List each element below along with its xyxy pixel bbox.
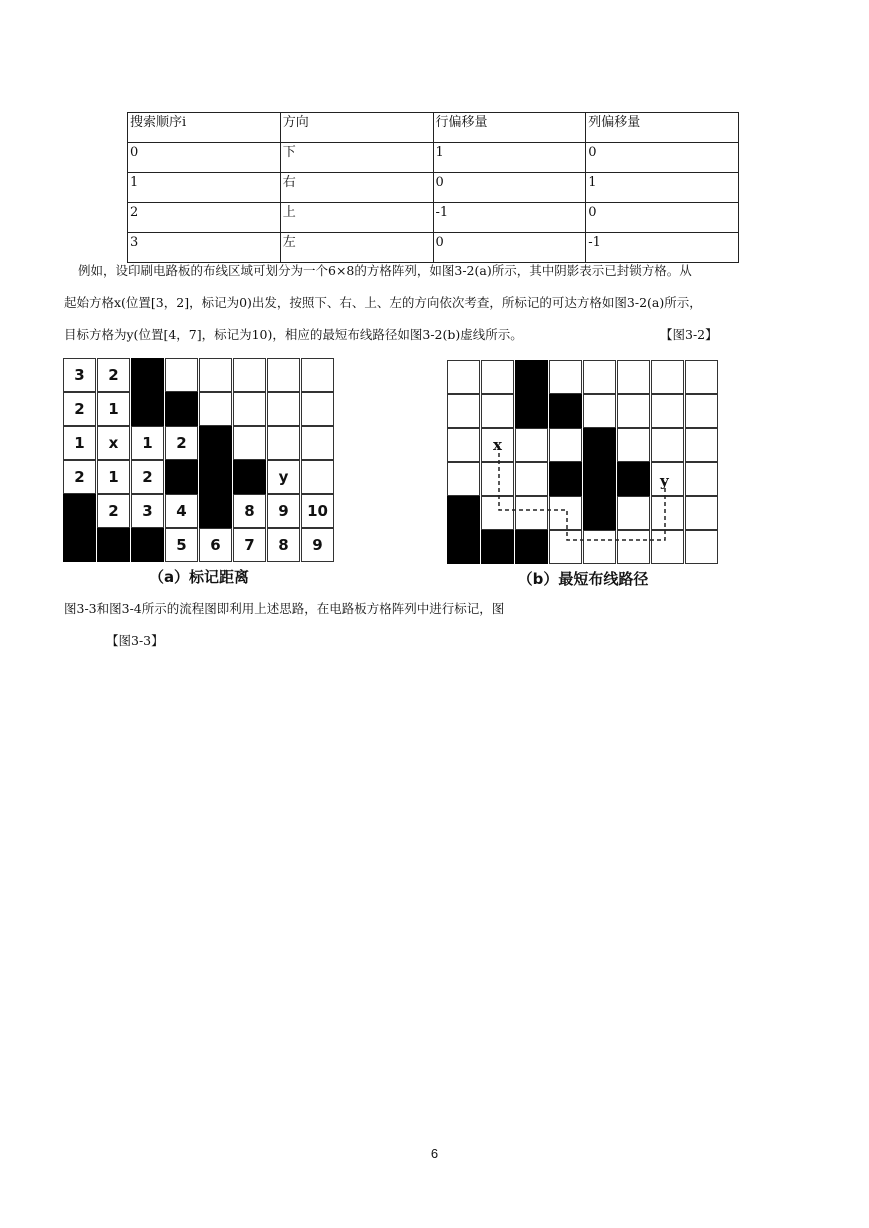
grid-cell: 1 (63, 426, 96, 460)
grid-cell (165, 460, 198, 494)
grid-cell (63, 528, 96, 562)
grid-cell (301, 460, 334, 494)
grid-cell: 7 (233, 528, 266, 562)
grid-cell: 2 (63, 460, 96, 494)
grid-cell: 8 (233, 494, 266, 528)
table-header-cell: 搜索顺序i (128, 113, 281, 143)
table-cell: -1 (433, 203, 586, 233)
table-row (128, 143, 739, 173)
table-row (128, 203, 739, 233)
grid-cell: 3 (131, 494, 164, 528)
grid-cell: 1 (131, 426, 164, 460)
table-cell: 3 (128, 233, 281, 263)
grid-cell (267, 426, 300, 460)
grid-cell (97, 528, 130, 562)
direction-table (127, 112, 739, 263)
grid-cell: 3 (63, 358, 96, 392)
table-cell: 左 (280, 233, 433, 263)
figure-b-caption: （b）最短布线路径 (517, 570, 649, 588)
grid-cell (233, 358, 266, 392)
grid-cell (267, 358, 300, 392)
grid-cell: 5 (165, 528, 198, 562)
grid-cell (131, 358, 164, 392)
grid-cell (131, 392, 164, 426)
shortest-path-dashed-line (499, 446, 665, 540)
table-cell: 2 (128, 203, 281, 233)
grid-cell (63, 494, 96, 528)
paragraph-line-2: 起始方格x(位置[3，2]，标记为0)出发，按照下、右、上、左的方向依次考查，所标记的可达方格如图3-2(a)所示， (64, 295, 702, 310)
grid-cell (131, 528, 164, 562)
table-cell: 0 (128, 143, 281, 173)
table-cell: 上 (280, 203, 433, 233)
figure-ref-3-3: 【图3-3】 (106, 633, 164, 648)
grid-cell (199, 494, 232, 528)
table-header-cell: 方向 (280, 113, 433, 143)
grid-cell (199, 392, 232, 426)
table-cell: 1 (433, 143, 586, 173)
grid-cell: 4 (165, 494, 198, 528)
grid-cell: 2 (97, 358, 130, 392)
paragraph2-line-1: 图3-3和图3-4所示的流程图即利用上述思路，在电路板方格阵列中进行标记，图 (64, 601, 505, 616)
figure-b-start-label: x (493, 436, 502, 454)
figure-ref-3-2: 【图3-2】 (660, 327, 718, 342)
table-cell: 0 (586, 203, 739, 233)
table-cell: 1 (586, 173, 739, 203)
table-row (128, 173, 739, 203)
table-header-cell: 列偏移量 (586, 113, 739, 143)
table-header-row (128, 113, 739, 143)
table-cell: 0 (433, 173, 586, 203)
table-cell: 右 (280, 173, 433, 203)
grid-cell: 10 (301, 494, 334, 528)
grid-cell (233, 426, 266, 460)
figure-a-caption: （a）标记距离 (148, 568, 250, 586)
table-cell: 1 (128, 173, 281, 203)
grid-cell (301, 392, 334, 426)
table-cell: 0 (433, 233, 586, 263)
grid-cell: 8 (267, 528, 300, 562)
grid-cell: 1 (97, 460, 130, 494)
page-number: 6 (430, 1146, 439, 1161)
paragraph-line-3: 目标方格为y(位置[4，7]，标记为10)，相应的最短布线路径如图3-2(b)虚线所示。 (64, 327, 523, 342)
grid-cell: 6 (199, 528, 232, 562)
grid-cell: 9 (301, 528, 334, 562)
table-cell: 0 (586, 143, 739, 173)
figure-b-target-label: y (660, 472, 669, 490)
grid-cell (233, 460, 266, 494)
grid-cell (165, 358, 198, 392)
grid-cell (199, 460, 232, 494)
grid-cell: 2 (131, 460, 164, 494)
table-cell: 下 (280, 143, 433, 173)
grid-cell (199, 426, 232, 460)
grid-cell (301, 426, 334, 460)
shortest-path-overlay (447, 360, 719, 570)
paragraph-line-1: 例如，设印刷电路板的布线区域可划分为一个6×8的方格阵列，如图3-2(a)所示，其中阴影表示已封锁方格。从 (78, 263, 692, 278)
grid-cell: y (267, 460, 300, 494)
grid-cell: 2 (97, 494, 130, 528)
grid-cell (233, 392, 266, 426)
grid-cell: 2 (63, 392, 96, 426)
grid-cell: 2 (165, 426, 198, 460)
grid-cell: 9 (267, 494, 300, 528)
grid-cell: 1 (97, 392, 130, 426)
table-cell: -1 (586, 233, 739, 263)
grid-cell (165, 392, 198, 426)
grid-cell (267, 392, 300, 426)
grid-cell: x (97, 426, 130, 460)
grid-cell (301, 358, 334, 392)
grid-cell (199, 358, 232, 392)
table-header-cell: 行偏移量 (433, 113, 586, 143)
